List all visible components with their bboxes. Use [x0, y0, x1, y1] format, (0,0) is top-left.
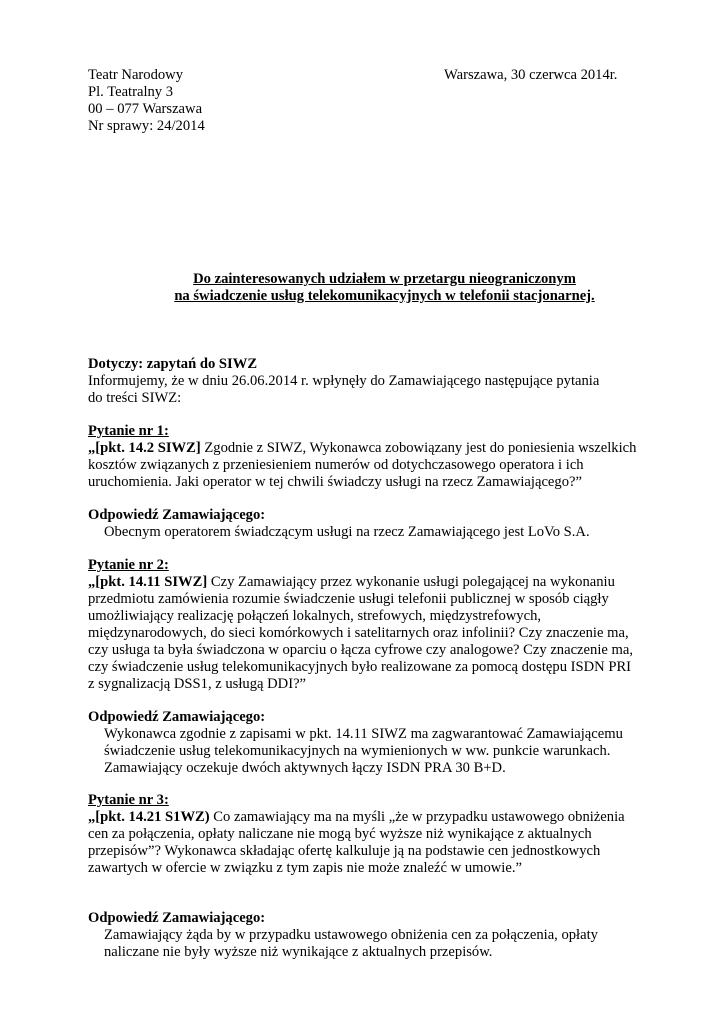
regarding-title: Dotyczy: zapytań do SIWZ	[88, 356, 258, 372]
question-3	[88, 792, 648, 877]
sender-name: Teatr Narodowy	[88, 67, 184, 83]
answer-3	[88, 910, 648, 961]
answer-heading: Odpowiedź Zamawiającego:	[88, 910, 266, 926]
question-reference: „[pkt. 14.21 S1WZ)	[88, 809, 210, 825]
question-heading: Pytanie nr 3:	[88, 792, 169, 808]
answer-text-line: Wykonawca zgodnie z zapisami w pkt. 14.11 SIWZ ma zagwarantować Zamawiającemu	[104, 726, 623, 742]
regarding-text-line: do treści SIWZ:	[88, 390, 182, 406]
question-text-line: czy świadczenie usług telekomunikacyjnych było realizowane za pomocą dostępu ISDN PRI	[88, 659, 632, 675]
regarding-section	[88, 356, 648, 407]
subject-heading	[88, 271, 681, 305]
answer-heading: Odpowiedź Zamawiającego:	[88, 507, 266, 523]
subject-line-1: Do zainteresowanych udziałem w przetargu nieograniczonym	[193, 271, 576, 287]
answer-text-line: Zamawiający żąda by w przypadku ustawowego obniżenia cen za połączenia, opłaty	[104, 927, 598, 943]
question-text-line: „[pkt. 14.11 SIWZ] Czy Zamawiający przez wykonanie usługi polegającej na wykonaniu	[88, 574, 615, 590]
question-1	[88, 423, 648, 491]
question-text-line: przedmiotu zamówienia rozumie świadczenie usługi telefonii publicznej w sposób ciągły	[88, 591, 609, 607]
question-text-line: zawartych w ofercie w związku z tym zapis nie może znaleźć w umowie.”	[88, 860, 522, 876]
answer-text-line: Obecnym operatorem świadczącym usługi na rzecz Zamawiającego jest LoVo S.A.	[104, 524, 590, 540]
question-reference: „[pkt. 14.2 SIWZ]	[88, 440, 201, 456]
question-text-line: „[pkt. 14.21 S1WZ) Co zamawiający ma na myśli „że w przypadku ustawowego obniżenia	[88, 809, 625, 825]
question-text-line: uruchomienia. Jaki operator w tej chwili świadczy usługi na rzecz Zamawiającego?”	[88, 474, 582, 490]
question-text-line: umożliwiający realizację połączeń lokalnych, strefowych, międzystrefowych,	[88, 608, 542, 624]
sender-street: Pl. Teatralny 3	[88, 84, 174, 100]
case-number: Nr sprawy: 24/2014	[88, 118, 205, 134]
regarding-text-line: Informujemy, że w dniu 26.06.2014 r. wpłynęły do Zamawiającego następujące pytania	[88, 373, 600, 389]
document-date: Warszawa, 30 czerwca 2014r.	[444, 67, 618, 83]
question-reference: „[pkt. 14.11 SIWZ]	[88, 574, 208, 590]
answer-heading: Odpowiedź Zamawiającego:	[88, 709, 266, 725]
answer-text-line: Zamawiający oczekuje dwóch aktywnych łączy ISDN PRA 30 B+D.	[104, 760, 506, 776]
question-text-line: międzynarodowych, do sieci komórkowych i satelitarnych oraz infolinii? Czy znaczenie ma,	[88, 625, 629, 641]
question-text-line: cen za połączenia, opłaty naliczane nie mogą być wyższe niż wynikające z aktualnych	[88, 826, 592, 842]
answer-text-line: naliczane nie były wyższe niż wynikające z aktualnych przepisów.	[104, 944, 493, 960]
answer-1	[88, 507, 648, 541]
question-heading: Pytanie nr 2:	[88, 557, 169, 573]
question-text-line: czy usługa ta była świadczona w oparciu o łącza cyfrowe czy analogowe? Czy znaczenie ma,	[88, 642, 633, 658]
answer-text-line: świadczenie usług telekomunikacyjnych na wymienionych w ww. punkcie warunkach.	[104, 743, 611, 759]
question-text-line: „[pkt. 14.2 SIWZ] Zgodnie z SIWZ, Wykonawca zobowiązany jest do poniesienia wszelkich	[88, 440, 637, 456]
question-text-line: z sygnalizacją DSS1, z usługą DDI?”	[88, 676, 307, 692]
question-heading: Pytanie nr 1:	[88, 423, 169, 439]
question-text-line: przepisów”? Wykonawca składając ofertę kalkuluje ją na podstawie cen jednostkowych	[88, 843, 601, 859]
question-text-line: kosztów związanych z przeniesieniem numerów od dotychczasowego operatora i ich	[88, 457, 584, 473]
subject-line-2: na świadczenie usług telekomunikacyjnych w telefonii stacjonarnej.	[174, 288, 595, 304]
sender-address	[88, 67, 205, 135]
answer-2	[88, 709, 648, 777]
sender-city: 00 – 077 Warszawa	[88, 101, 203, 117]
question-2	[88, 557, 648, 693]
